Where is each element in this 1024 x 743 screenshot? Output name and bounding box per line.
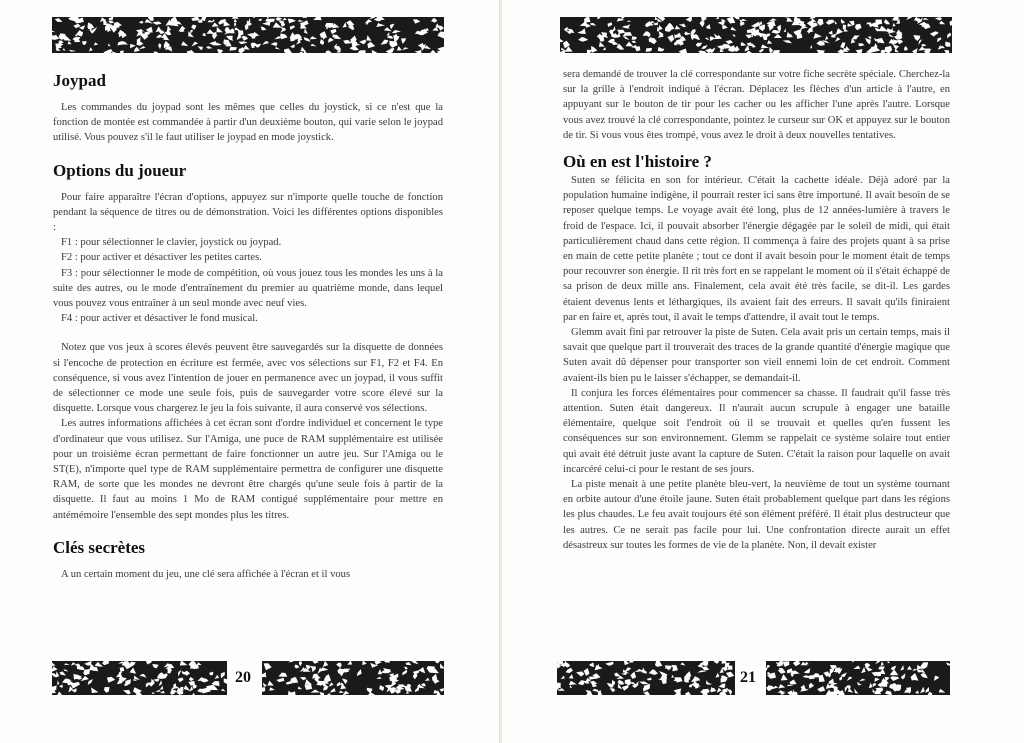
decorative-footer-band-right-a: [557, 661, 735, 695]
section-heading-joypad: Joypad: [53, 71, 106, 90]
paragraph-options-intro: Pour faire apparaître l'écran d'options, appuyez sur n'importe quelle touche de fonction pendant la séquence de titres ou de démonstration. Voici les différentes options disponibles :: [53, 191, 443, 234]
paragraph-story-1: Suten se félicita en son for intérieur. C'était la cachette idéale. Déjà adoré par la population humaine indigène, il pourrait rester ici sans être importuné. Il avait besoin de se reposer quelque temps. Le voyage avait été long, plus de 12 années-lumière à travers le froid de l'espace. Ici, il pouvait absorber l'énergie dégagée par le soleil de midi, qui était particulièrement chaud dans cette région. Il commença à faire des projets quant à sa prise en main de cette petite planète ; tout ce dont il avait besoin pour le moment était de temps pour recouvrer son énergie. Il rit très fort en se rappelant le moment où il s'était échappé de sa prison de deux mille ans. Finalement, cela avait été très facile, se dit-il. Les gardes étaient devenus lents et léthargiques, ils avaient fait des erreurs. Il savait qu'ils finiraient par en faire et, après tout, il avait le temps d'attendre, il avait tout le temps.: [563, 175, 950, 323]
paragraph-ram-note: Les autres informations affichées à cet écran sont d'ordre individuel et concernent le type d'ordinateur que vous utilisez. Sur l'Amiga, une puce de RAM supplémentaire est utilisée pour un troisième écran permettant de faire fonctionner un autre jeu. Sur l'Amiga ou le ST(E), n'importe quel type de RAM supplémentaire permettra de configurer une disquette RAM, de sorte que les mondes ne devront être chargés qu'une seule fois à partir de la disquette. Il faut au moins 1 Mo de RAM contigué supplémentaire pour mettre en antémémoire l'ensemble des sept mondes plus les titres.: [53, 418, 443, 521]
left-page-content: [53, 70, 443, 582]
decorative-header-band-right: [560, 17, 952, 53]
section-heading-options: Options du joueur: [53, 160, 187, 180]
paragraph-story-2: Glemm avait fini par retrouver la piste de Suten. Cela avait pris un certain temps, mais il savait que quelque part il trouverait des traces de la grande quantité d'énergie magique que Suten avait dû dépenser pour transporter son vieil ennemi loin de cet endroit. Comment avaient-ils bien pu le laisser s'échapper, se demandait-il.: [563, 327, 950, 384]
page-number-right: 21: [740, 669, 756, 686]
paragraph-secret-keys-continued: sera demandé de trouver la clé correspondante sur votre fiche secrète spéciale. Cherchez-la sur la grille à l'endroit indiqué à l'écran. Déplacez les flèches d'un article à l'autre, en appuyant sur le bouton de tir pour les cacher ou les afficher l'une après l'autre. Lorsque vous avez trouvé la clé correspondante, pointez le curseur sur OK et appuyez sur le bouton de tir. Si vous vous êtes trompé, vous avez le droit à deux nouvelles tentatives.: [563, 69, 950, 141]
paragraph-story-3: Il conjura les forces élémentaires pour commencer sa chasse. Il faudrait qu'il fasse très attention. Suten était dangereux. Il n'aurait aucun scrupule à engager une bataille élémentaire, quelque soit l'endroit où il se trouvait et quelles qu'en fussent les conséquences sur son environnement. Glemm se rappelait ce système solaire tout entier qui avait été détruit juste avant la capture de Suten. C'était la raison pour laquelle on avait incarcéré celui-ci pour le restant de ses jours.: [563, 387, 950, 475]
decorative-footer-band-left-b: [262, 661, 444, 695]
right-page-content: [563, 67, 950, 553]
section-heading-story: Où en est l'histoire ?: [563, 152, 712, 172]
paragraph-secret-keys: A un certain moment du jeu, une clé sera affichée à l'écran et il vous: [61, 568, 351, 580]
decorative-header-band-left: [52, 17, 444, 53]
section-heading-secret-keys: Clés secrètes: [53, 537, 146, 557]
paragraph-joypad: Les commandes du joypad sont les mêmes que celles du joystick, si ce n'est que la fonction de montée est commandée à partir d'un deuxième bouton, qui varie selon le joypad utilisé. Vous pouvez s'il le faut utiliser le joypad en mode joystick.: [53, 102, 443, 144]
decorative-footer-band-left-a: [52, 661, 227, 695]
option-f1: F1 : pour sélectionner le clavier, joystick ou joypad.: [61, 237, 282, 249]
option-f2: F2 : pour activer et désactiver les petites cartes.: [61, 252, 262, 264]
paragraph-scores-note: Notez que vos jeux à scores élevés peuvent être sauvegardés sur la disquette de données si l'encoche de protection en écriture est fermée, avec vos sélections sur F1, F2 et F4. En conséquence, si vous avez l'intention de jouer en permanence avec un joypad, il vous suffit de sélectionner ce mode une seule fois, puis de sauvegarder votre score élevé sur la disquette. Lorsque vous chargerez le jeu la fois suivante, il aura conservé vos sélections.: [53, 342, 443, 415]
decorative-footer-band-right-b: [766, 661, 950, 695]
option-f4: F4 : pour activer et désactiver le fond musical.: [61, 313, 258, 325]
page-number-left: 20: [235, 669, 251, 686]
paragraph-story-4: La piste menait à une petite planète bleu-vert, la neuvième de tout un système tournant en orbite autour d'une étoile jaune. Suten était probablement quelque part dans les régions les plus chaudes. Le feu avait toujours été son élément préféré. Il était plus destructeur que les autres. Ce ne serait pas facile pour lui. Une confrontation directe aurait un effet désastreux sur toutes les formes de vie de la planète. Non, il devait exister: [563, 479, 950, 551]
option-f3: F3 : pour sélectionner le mode de compétition, où vous jouez tous les mondes les uns à la suite des autres, ou le mode d'entraînement du premier au quatrième monde, dans lequel vous pouvez vous entraîner à un seul monde avec neuf vies.: [53, 267, 443, 310]
